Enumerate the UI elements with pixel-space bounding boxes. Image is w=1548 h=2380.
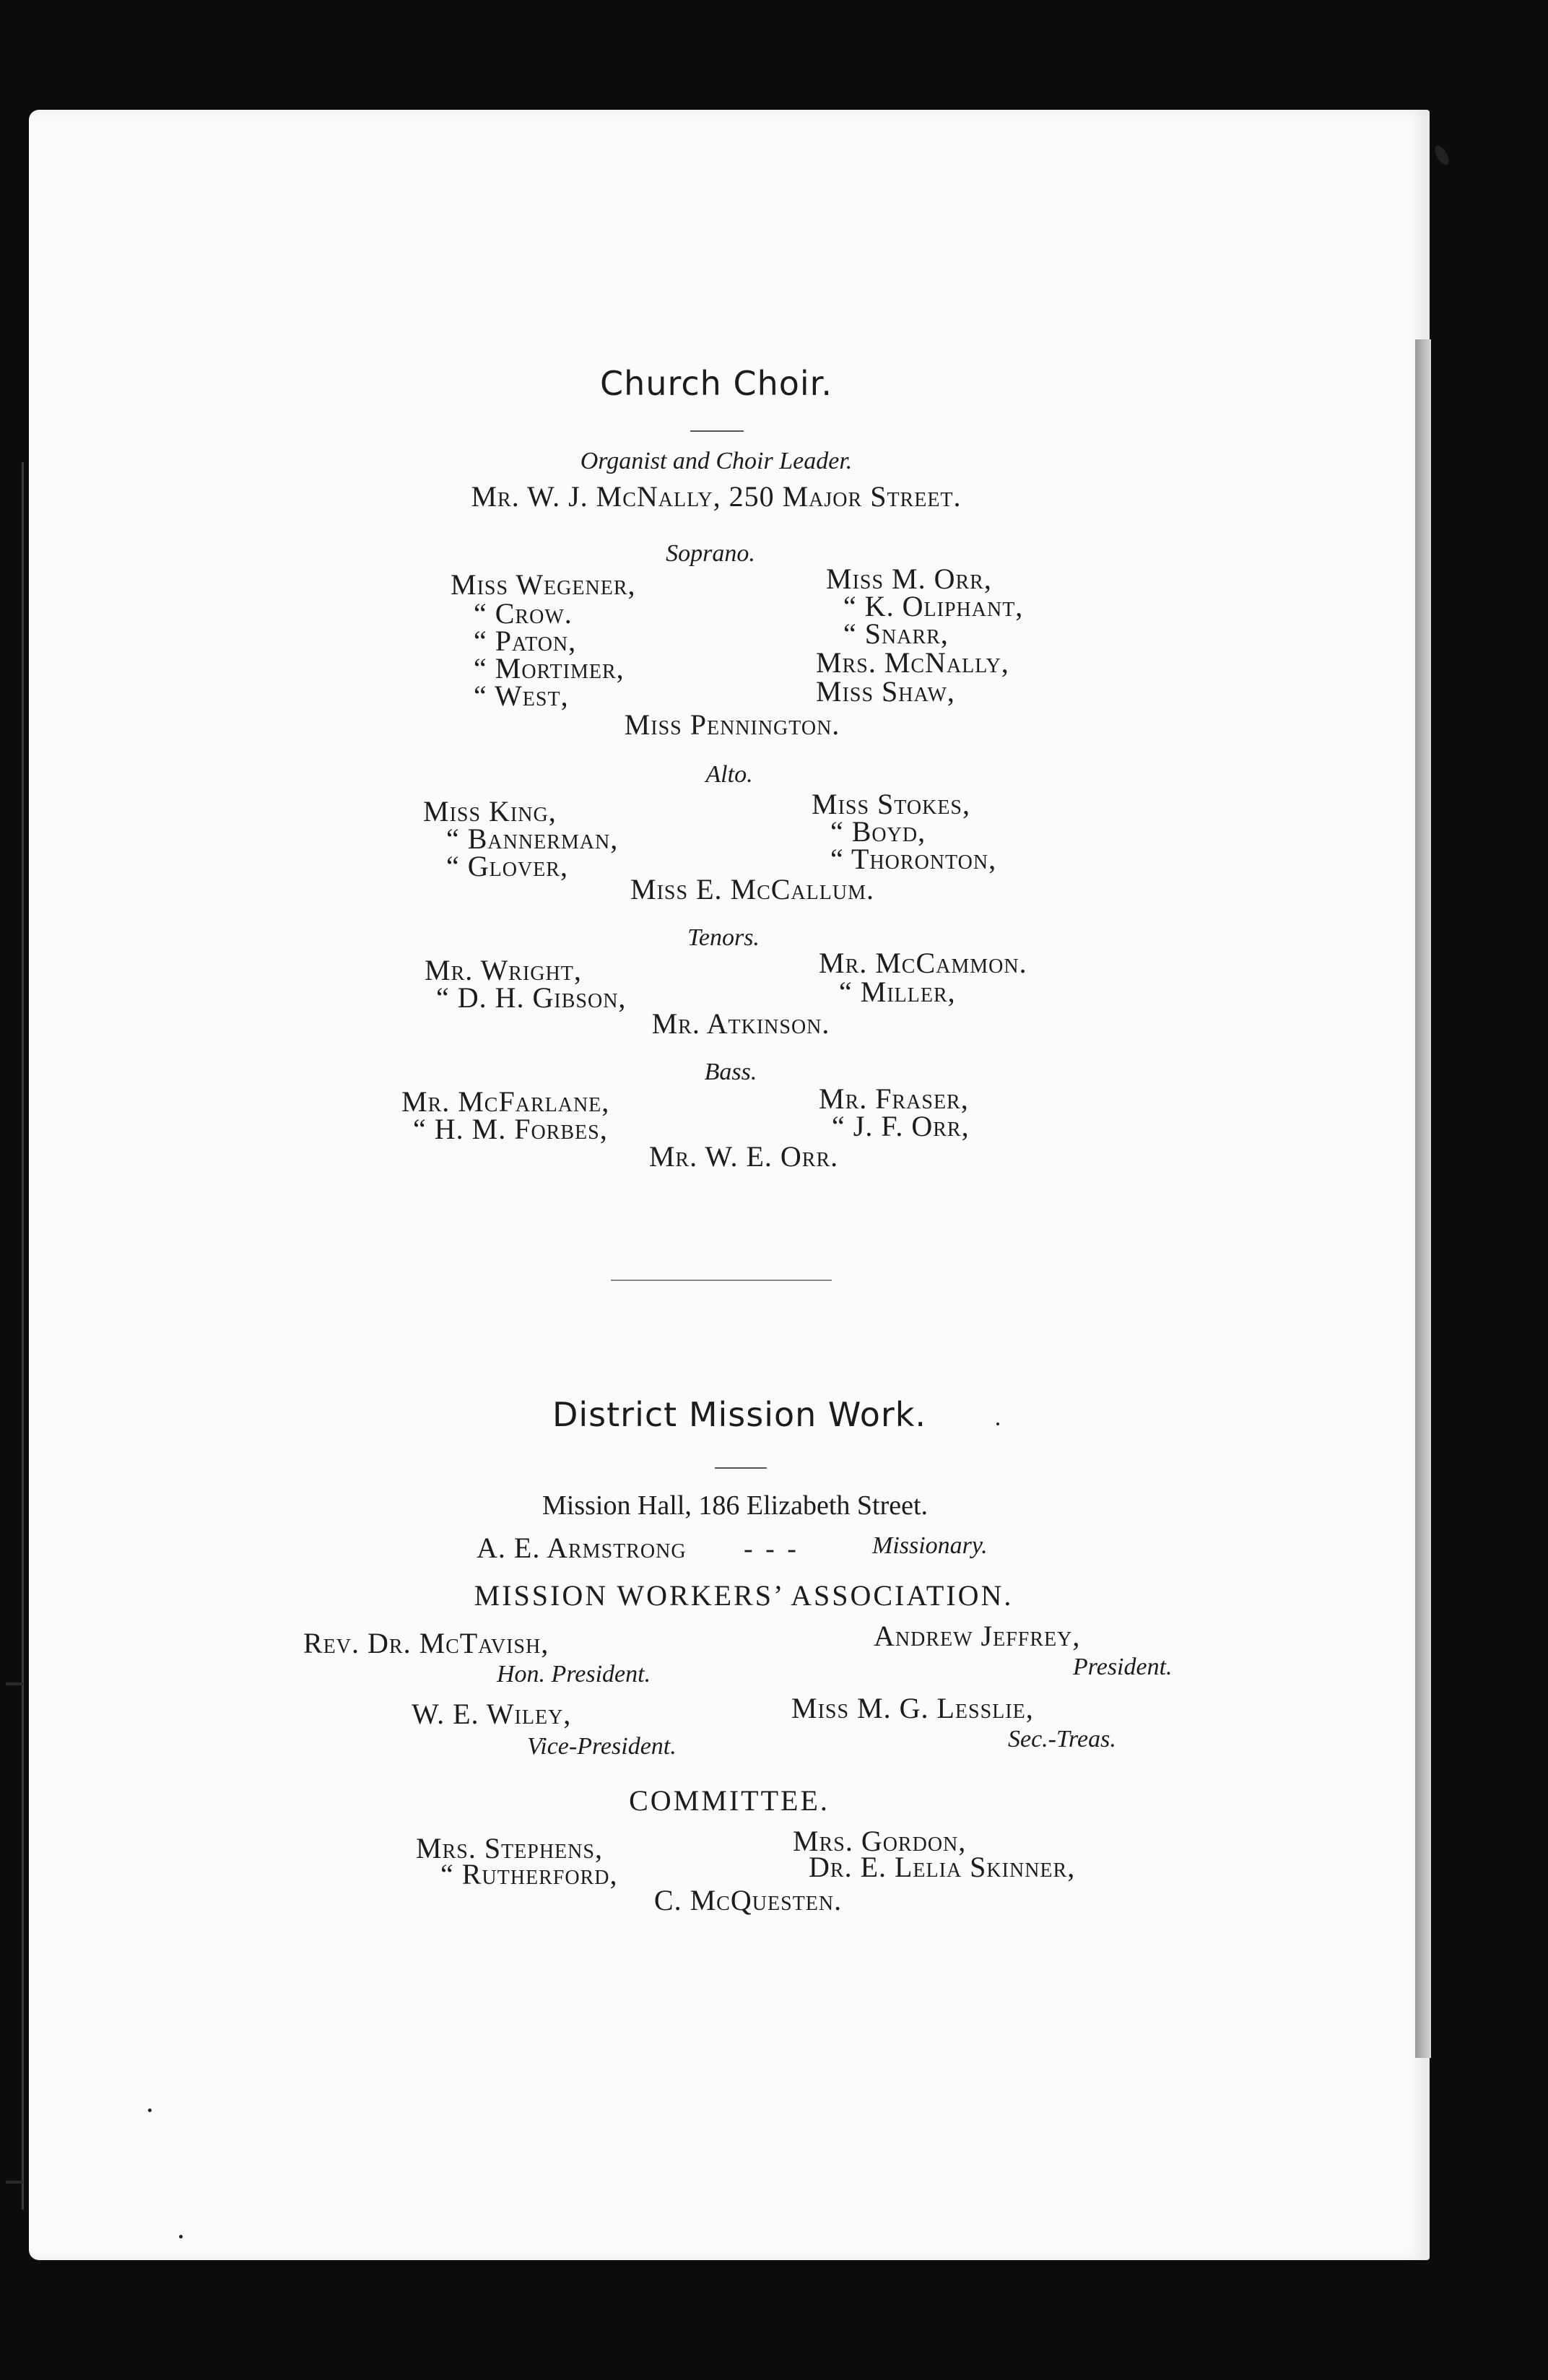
alto-left-3: “ Glover, — [446, 850, 568, 882]
alto-center: Miss E. McCallum. — [630, 873, 874, 905]
officer-2-name: Andrew Jeffrey, — [874, 1620, 1081, 1652]
choir-title: Church Choir. — [600, 364, 832, 403]
officer-3-role: Vice-President. — [527, 1733, 677, 1760]
speck — [179, 2235, 183, 2238]
committee-right-2: Dr. E. Lelia Skinner, — [809, 1851, 1076, 1883]
missionary-name: A. E. Armstrong — [477, 1532, 687, 1564]
officer-4-name: Miss M. G. Lesslie, — [791, 1692, 1034, 1724]
tenors-right-2: “ Miller, — [839, 976, 956, 1008]
soprano-right-1: Miss M. Orr, — [826, 563, 992, 595]
mission-title: District Mission Work. — [552, 1395, 927, 1434]
soprano-label: Soprano. — [666, 540, 755, 567]
organist-label: Organist and Choir Leader. — [580, 448, 853, 474]
speck — [1432, 144, 1451, 168]
missionary-role: Missionary. — [872, 1532, 988, 1559]
tenors-left-1: Mr. Wright, — [425, 954, 582, 986]
title-rule — [715, 1467, 767, 1469]
bass-right-1: Mr. Fraser, — [819, 1082, 969, 1115]
alto-right-3: “ Thoronton, — [830, 843, 997, 875]
soprano-left-1: Miss Wegener, — [451, 568, 636, 601]
officer-3-name: W. E. Wiley, — [412, 1698, 572, 1730]
title-rule — [690, 430, 744, 432]
mission-hall: Mission Hall, 186 Elizabeth Street. — [542, 1490, 929, 1521]
speck — [996, 1423, 999, 1425]
committee-left-2: “ Rutherford, — [440, 1858, 618, 1890]
binding-stitch — [6, 1682, 23, 1685]
soprano-right-4: Mrs. McNally, — [816, 646, 1009, 679]
bass-left-1: Mr. McFarlane, — [401, 1085, 610, 1118]
page-edge — [1415, 339, 1431, 2058]
alto-label: Alto. — [705, 761, 753, 788]
bass-label: Bass. — [704, 1059, 757, 1085]
soprano-left-5: “ West, — [474, 679, 569, 712]
bass-right-2: “ J. F. Orr, — [832, 1110, 970, 1142]
soprano-right-2: “ K. Oliphant, — [843, 590, 1024, 622]
officer-2-role: President. — [1073, 1654, 1173, 1680]
committee-right-1: Mrs. Gordon, — [793, 1825, 967, 1857]
tenors-right-1: Mr. McCammon. — [819, 947, 1027, 979]
committee-heading: COMMITTEE. — [629, 1784, 830, 1817]
bass-center: Mr. W. E. Orr. — [648, 1140, 839, 1173]
organist-name: Mr. W. J. McNally, 250 Major Street. — [471, 480, 962, 513]
binding-stitch — [6, 2181, 23, 2184]
bass-left-2: “ H. M. Forbes, — [413, 1113, 608, 1145]
officer-1-role: Hon. President. — [497, 1661, 651, 1688]
alto-right-1: Miss Stokes, — [812, 788, 970, 820]
soprano-center: Miss Pennington. — [624, 708, 840, 741]
section-divider — [611, 1280, 832, 1281]
alto-left-2: “ Bannerman, — [446, 822, 619, 855]
soprano-left-3: “ Paton, — [474, 625, 577, 657]
officer-4-role: Sec.-Treas. — [1008, 1726, 1116, 1753]
book-page — [29, 110, 1430, 2260]
soprano-right-5: Miss Shaw, — [816, 675, 955, 708]
alto-right-2: “ Boyd, — [830, 815, 926, 848]
tenors-label: Tenors. — [687, 924, 760, 951]
missionary-dashes: - - - — [744, 1534, 799, 1564]
officer-1-name: Rev. Dr. McTavish, — [303, 1627, 549, 1659]
association-heading: MISSION WORKERS’ ASSOCIATION. — [474, 1579, 1014, 1612]
soprano-left-2: “ Crow. — [474, 597, 573, 630]
committee-left-1: Mrs. Stephens, — [416, 1832, 603, 1864]
tenors-center: Mr. Atkinson. — [651, 1007, 830, 1040]
committee-center: C. McQuesten. — [653, 1884, 843, 1916]
tenors-left-2: “ D. H. Gibson, — [436, 981, 627, 1014]
speck — [148, 2108, 152, 2112]
soprano-left-4: “ Mortimer, — [474, 652, 625, 685]
alto-left-1: Miss King, — [423, 795, 557, 828]
soprano-right-3: “ Snarr, — [843, 617, 949, 650]
book-binding — [0, 462, 24, 2210]
